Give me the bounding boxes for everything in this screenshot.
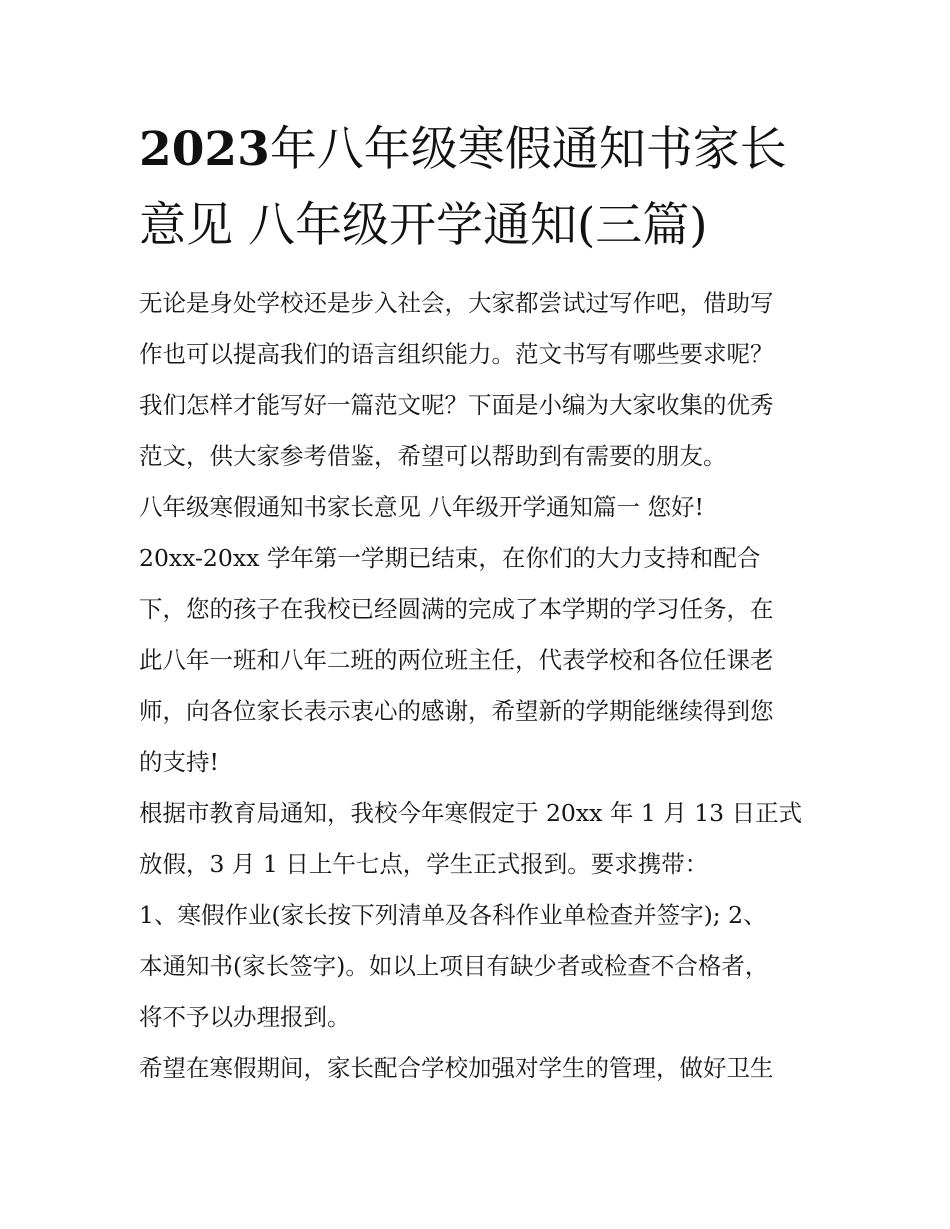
body-line: 放假，3 月 1 日上午七点，学生正式报到。要求携带：: [139, 850, 709, 878]
title-line1-rest: 年八年级寒假通知书家长: [269, 122, 787, 177]
title-line2: 意见 八年级开学通知(三篇): [139, 198, 708, 253]
body-line: 此八年一班和八年二班的两位班主任，代表学校和各位任课老: [139, 646, 774, 674]
body-line: 下，您的孩子在我校已经圆满的完成了本学期的学习任务，在: [139, 595, 774, 623]
body-line: 师，向各位家长表示衷心的感谢，希望新的学期能继续得到您: [139, 697, 774, 725]
body-line: 希望在寒假期间，家长配合学校加强对学生的管理，做好卫生: [139, 1054, 774, 1082]
body-line: 我们怎样才能写好一篇范文呢？下面是小编为大家收集的优秀: [139, 391, 774, 419]
body-line: 八年级寒假通知书家长意见 八年级开学通知篇一 您好!: [139, 493, 704, 521]
title-year: 2023: [139, 122, 270, 177]
body-line: 将不予以办理报到。: [139, 1003, 351, 1031]
body-line: 无论是身处学校还是步入社会，大家都尝试过写作吧，借助写: [139, 289, 774, 317]
body-line: 1、寒假作业(家长按下列清单及各科作业单检查并签字); 2、: [139, 901, 767, 929]
body-line: 作也可以提高我们的语言组织能力。范文书写有哪些要求呢？: [139, 340, 774, 368]
body-line: 范文，供大家参考借鉴，希望可以帮助到有需要的朋友。: [139, 442, 727, 470]
body-line: 本通知书(家长签字)。如以上项目有缺少者或检查不合格者，: [139, 952, 769, 980]
document-title: [139, 112, 819, 264]
document-body: [139, 278, 819, 1094]
body-line: 的支持!: [139, 748, 219, 776]
body-line: 根据市教育局通知，我校今年寒假定于 20xx 年 1 月 13 日正式: [139, 799, 803, 827]
body-line: 20xx-20xx 学年第一学期已结束，在你们的大力支持和配合: [139, 544, 761, 572]
